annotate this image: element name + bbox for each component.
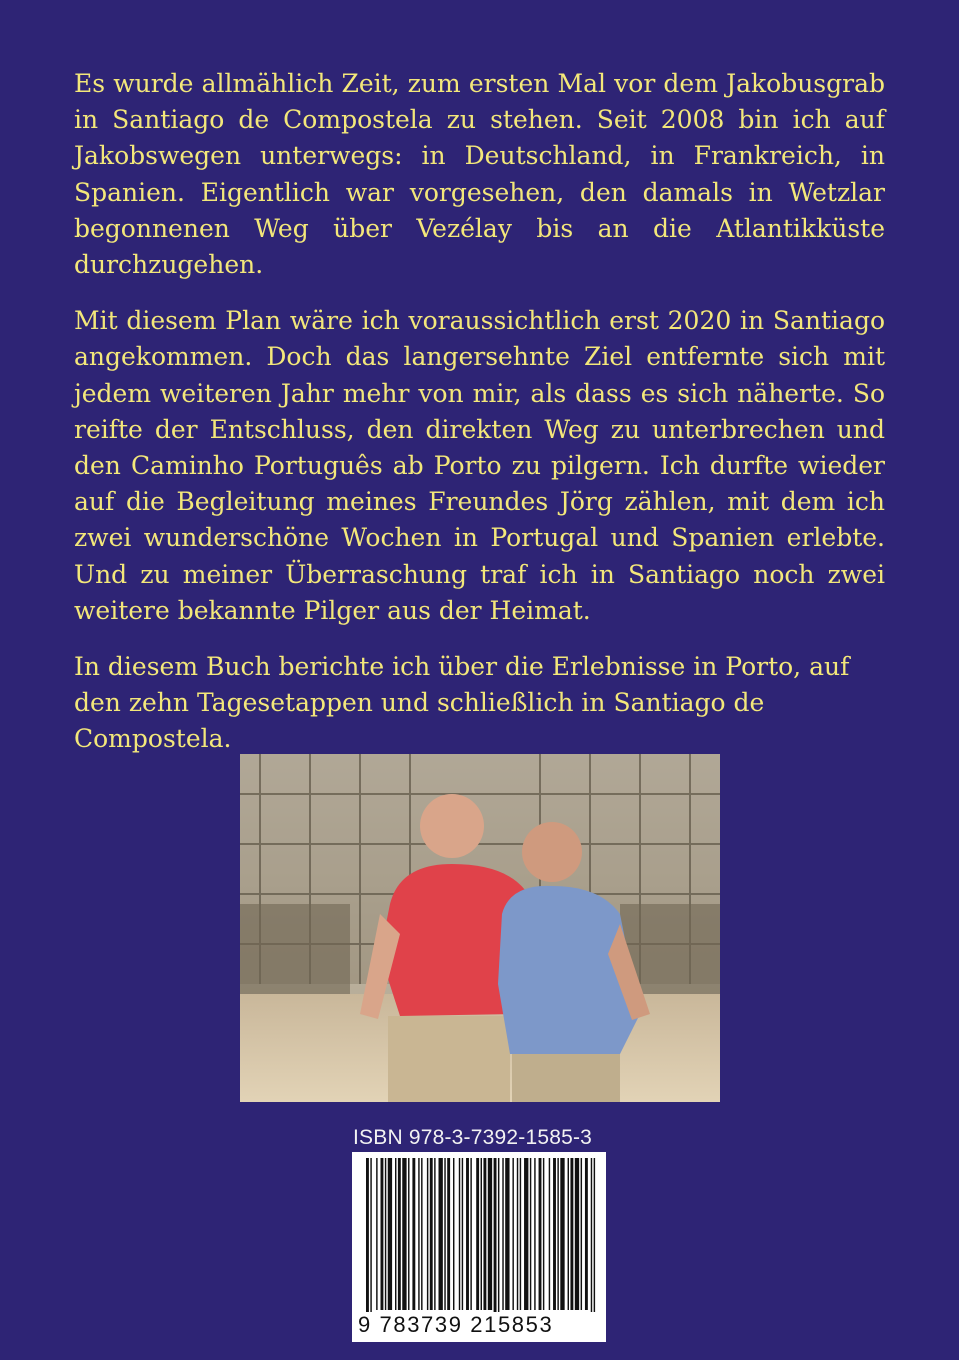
barcode-bar xyxy=(575,1158,579,1310)
barcode-bar xyxy=(581,1158,582,1310)
barcode-bar xyxy=(412,1158,415,1310)
barcode-bar xyxy=(488,1158,492,1310)
barcode-bar xyxy=(505,1158,509,1310)
barcode-bar xyxy=(434,1158,435,1310)
barcode-bar xyxy=(447,1158,450,1310)
barcode-bar xyxy=(470,1158,471,1310)
blurb-text xyxy=(74,66,885,778)
barcode-bar xyxy=(520,1158,521,1310)
barcode-bar xyxy=(557,1158,558,1310)
barcode-bar xyxy=(398,1158,401,1310)
barcode-bar xyxy=(388,1158,392,1310)
barcode-bar xyxy=(453,1158,454,1310)
photo-two-pilgrims-illustration xyxy=(240,754,720,1102)
barcode-bar xyxy=(395,1158,396,1310)
barcode-bar xyxy=(402,1158,406,1310)
barcode-bar xyxy=(543,1158,544,1310)
barcode-bar xyxy=(534,1158,535,1310)
barcode-bar xyxy=(560,1158,564,1310)
barcode-bar xyxy=(459,1158,460,1310)
barcode-bar xyxy=(570,1158,573,1310)
barcode-digits: 9 783739 215853 xyxy=(358,1312,602,1338)
blurb-paragraph-1: Es wurde allmählich Zeit, zum ersten Mal vor dem Jakobusgrab in Santiago de Compostela zu stehen. Seit 2008 bin ich auf Jakobswegen unterwegs: in Deutschland, in Frankreich, in Spanien. Eigentlich war vorgesehen, den damals in Wetzlar begonnenen Weg über Vezélay bis an die Atlantikküste durchzugehen. xyxy=(74,69,885,280)
blurb-paragraph-2: Mit diesem Plan wäre ich voraussichtlich erst 2020 in Santiago angekommen. Doch das langersehnte Ziel entfernte sich mit jedem weiteren Jahr mehr von mir, als dass es sich näherte. So reifte der Entschluss, den direkten Weg zu unterbrechen und den Caminho Português ab Porto zu pilgern. Ich durfte wieder auf die Begleitung meines Freundes Jörg zählen, mit dem ich zwei wunderschöne Wochen in Portugal und Spanien erlebte. Und zu meiner Überraschung traf ich in Santiago noch zwei weitere bekannte Pilger aus der Heimat. xyxy=(74,306,885,625)
barcode-bar xyxy=(498,1158,499,1318)
barcode-bar xyxy=(591,1158,592,1318)
barcode-bar xyxy=(427,1158,428,1310)
barcode-bar xyxy=(421,1158,422,1310)
barcode-bar xyxy=(568,1158,569,1310)
barcode-bar xyxy=(430,1158,433,1310)
barcode-bar xyxy=(366,1158,369,1318)
barcode-bar xyxy=(512,1158,513,1310)
barcode-bar xyxy=(549,1158,550,1310)
barcode-bar xyxy=(481,1158,482,1310)
barcode-bar xyxy=(585,1158,588,1310)
blurb-paragraph-3: In diesem Buch berichte ich über die Erlebnisse in Porto, auf den zehn Tagesetappen und schließlich in Santiago de Compostela. xyxy=(74,652,850,754)
barcode-bar xyxy=(444,1158,445,1310)
cover-photo xyxy=(240,754,720,1102)
barcode-bar xyxy=(462,1158,463,1310)
barcode-bar xyxy=(539,1158,542,1310)
barcode-bar xyxy=(408,1158,409,1310)
barcode-bar xyxy=(494,1158,497,1318)
barcode-bar xyxy=(530,1158,531,1310)
barcode-bar xyxy=(517,1158,518,1310)
barcode-bar xyxy=(553,1158,556,1310)
barcode xyxy=(352,1152,606,1342)
barcode-bar xyxy=(476,1158,479,1310)
barcode-bar xyxy=(370,1158,371,1318)
barcode-bar xyxy=(376,1158,377,1310)
barcode-bar xyxy=(381,1158,384,1310)
barcode-bar xyxy=(439,1158,443,1310)
barcode-bar xyxy=(385,1158,386,1310)
barcode-bar xyxy=(483,1158,486,1310)
barcode-bar xyxy=(418,1158,419,1310)
barcode-bar xyxy=(466,1158,469,1310)
isbn-label: ISBN 978-3-7392-1585-3 xyxy=(353,1126,593,1149)
barcode-bar xyxy=(502,1158,503,1310)
barcode-bar xyxy=(524,1158,528,1310)
barcode-bar xyxy=(594,1158,595,1318)
